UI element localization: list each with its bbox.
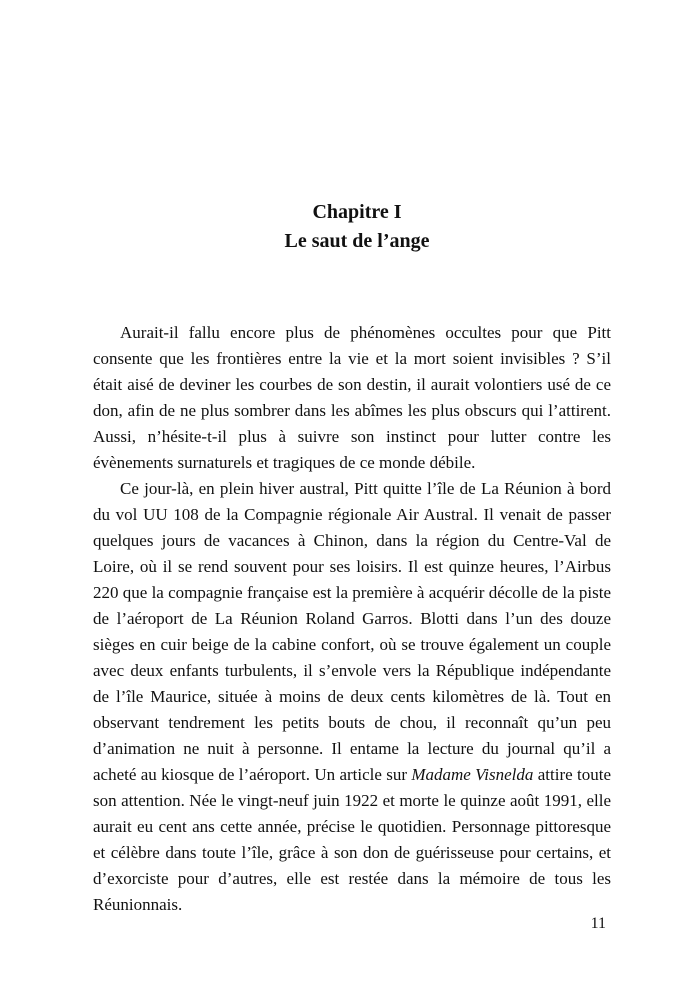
page-number: 11: [590, 915, 606, 932]
newspaper-article-subject: Madame Visnelda: [411, 765, 534, 784]
chapter-title: Le saut de l’ange: [284, 230, 430, 252]
paragraph-1: Aurait-il fallu encore plus de phénomènes occultes pour que Pitt consente que les frontières entre la vie et la mort soient invisibles ? S’il était aisé de deviner les courbes de son destin, il aurait volontiers usé de ce don, afin de ne plus sombrer dans les abîmes les plus obscurs qui l’attirent. Aussi, n’hésite-t-il plus à suivre son instinct pour lutter contre les évènements surnaturels et tragiques de ce monde débile.: [93, 323, 611, 472]
paragraph-2: [93, 476, 611, 918]
chapter-heading: [0, 198, 700, 256]
paragraph-2-end: attire toute son attention. Née le vingt-neuf juin 1922 et morte le quinze août 1991, elle aurait eu cent ans cette année, précise le quotidien. Personnage pittoresque et célèbre dans toute l’île, grâce à son don de guérisseuse pour certains, et d’exorciste pour d’autres, elle est restée dans la mémoire de tous les Réunionnais.: [93, 765, 612, 914]
paragraph-2-start: Ce jour-là, en plein hiver austral, Pitt quitte l’île de La Réunion à bord du vol UU 108 de la Compagnie régionale Air Austral. Il venait de passer quelques jours de vacances à Chinon, dans la région du Centre-Val de Loire, où il se rend souvent pour ses loisirs. Il est quinze heures, l’Airbus 220 que la compagnie française est la première à acquérir décolle de la piste de l’aéroport de La Réunion Roland Garros. Blotti dans l’un des douze sièges en cuir beige de la cabine confort, où se trouve également un couple avec deux enfants turbulents, il s’envole vers la République indépendante de l’île Maurice, située à moins de deux cents kilomètres de là. Tout en observant tendrement les petits bouts de chou, il reconnaît qu’un peu d’animation ne nuit à personne. Il entame la lecture du journal qu’il a acheté au kiosque de l’aéroport. Un article sur: [93, 479, 611, 784]
body-text: [93, 320, 611, 918]
chapter-number: Chapitre I: [312, 201, 402, 223]
